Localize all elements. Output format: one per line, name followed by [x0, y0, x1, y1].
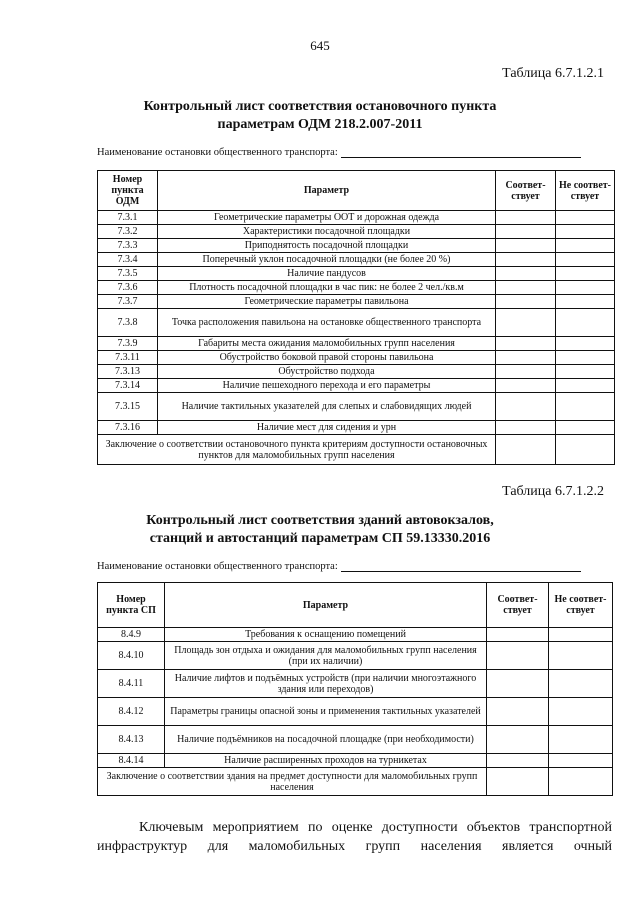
table1-row-match-cell[interactable]	[496, 295, 556, 309]
table1-row-match-cell[interactable]	[496, 239, 556, 253]
table1-stop-name-blank	[341, 146, 581, 158]
table1-row-param: Наличие пандусов	[158, 267, 496, 281]
table2-row-param: Параметры границы опасной зоны и применения тактильных указателей	[165, 698, 487, 726]
table1-row-number: 7.3.11	[98, 351, 158, 365]
table1-row-nomatch-cell[interactable]	[556, 281, 615, 295]
table1-row-param: Точка расположения павильона на остановке общественного транспорта	[158, 309, 496, 337]
table1-row-number: 7.3.3	[98, 239, 158, 253]
table2-row-param: Наличие лифтов и подъёмных устройств (при наличии многоэтажного здания или переходов)	[165, 670, 487, 698]
table1-row-param: Плотность посадочной площадки в час пик: не более 2 чел./кв.м	[158, 281, 496, 295]
table2-row-match-cell[interactable]	[487, 698, 549, 726]
table1-conclusion-nomatch-cell[interactable]	[556, 435, 615, 465]
table1-row-number: 7.3.16	[98, 421, 158, 435]
table2-row-nomatch-cell[interactable]	[549, 628, 613, 642]
table2-conclusion-nomatch-cell[interactable]	[549, 768, 613, 796]
table1-row-match-cell[interactable]	[496, 253, 556, 267]
table2-row-param: Наличие расширенных проходов на турникетах	[165, 754, 487, 768]
table2-row-number: 8.4.10	[98, 642, 165, 670]
table1-row-param: Поперечный уклон посадочной площадки (не более 20 %)	[158, 253, 496, 267]
table1-row	[98, 365, 615, 379]
table2-header-number: Номер пункта СП	[98, 583, 165, 628]
table1-row-match-cell[interactable]	[496, 211, 556, 225]
table1-title-line1: Контрольный лист соответствия остановочного пункта	[143, 99, 497, 114]
table2-row	[98, 726, 613, 754]
table2-stop-name-label: Наименование остановки общественного транспорта:	[97, 561, 338, 572]
table2-row-param: Наличие подъёмников на посадочной площадке (при необходимости)	[165, 726, 487, 754]
paragraph-line1: Ключевым мероприятием по оценке доступности объектов транспортной	[139, 820, 612, 835]
table2-title-line1: Контрольный лист соответствия зданий автовокзалов,	[146, 513, 494, 528]
table1-row-match-cell[interactable]	[496, 421, 556, 435]
table2-header-row	[98, 583, 613, 628]
table1-row	[98, 421, 615, 435]
table1-row	[98, 309, 615, 337]
table2-header-nomatch: Не соответ-ствует	[549, 583, 613, 628]
table1-row-match-cell[interactable]	[496, 309, 556, 337]
table1-row-number: 7.3.13	[98, 365, 158, 379]
table1-row	[98, 225, 615, 239]
table1-row-match-cell[interactable]	[496, 379, 556, 393]
table1-row-match-cell[interactable]	[496, 225, 556, 239]
table1-stop-name-line	[97, 146, 581, 158]
table2-header-match: Соответ-ствует	[487, 583, 549, 628]
table2-row	[98, 642, 613, 670]
table1-row-nomatch-cell[interactable]	[556, 393, 615, 421]
table1-row-match-cell[interactable]	[496, 281, 556, 295]
table1-row-nomatch-cell[interactable]	[556, 211, 615, 225]
table1-row	[98, 253, 615, 267]
table1-conclusion-row	[98, 435, 615, 465]
table1-header-param: Параметр	[158, 171, 496, 211]
table1-row	[98, 295, 615, 309]
table2-row-number: 8.4.11	[98, 670, 165, 698]
table1-row-number: 7.3.6	[98, 281, 158, 295]
table1-row-param: Обустройство боковой правой стороны павильона	[158, 351, 496, 365]
table1-row-match-cell[interactable]	[496, 267, 556, 281]
table2-row-number: 8.4.13	[98, 726, 165, 754]
table2-row	[98, 698, 613, 726]
table1-row-number: 7.3.7	[98, 295, 158, 309]
table2-row-match-cell[interactable]	[487, 726, 549, 754]
table1-row-number: 7.3.4	[98, 253, 158, 267]
table1-row	[98, 393, 615, 421]
table2-row	[98, 754, 613, 768]
body-paragraph	[97, 818, 612, 856]
table2-row-nomatch-cell[interactable]	[549, 754, 613, 768]
table2	[97, 582, 613, 796]
table1-row	[98, 239, 615, 253]
table1-row-param: Наличие тактильных указателей для слепых и слабовидящих людей	[158, 393, 496, 421]
table2-conclusion-match-cell[interactable]	[487, 768, 549, 796]
table2-header-param: Параметр	[165, 583, 487, 628]
table2-row-param: Площадь зон отдыха и ожидания для маломобильных групп населения (при их наличии)	[165, 642, 487, 670]
table2-row-match-cell[interactable]	[487, 628, 549, 642]
table2-caption: Таблица 6.7.1.2.2	[502, 484, 604, 499]
table2-stop-name-blank	[341, 560, 581, 572]
table1-caption: Таблица 6.7.1.2.1	[502, 66, 604, 81]
table2-row	[98, 628, 613, 642]
table2-row-nomatch-cell[interactable]	[549, 698, 613, 726]
table1-conclusion: Заключение о соответствии остановочного пункта критериям доступности остановочных пунктов для маломобильных групп населения	[98, 435, 496, 465]
table1-row-match-cell[interactable]	[496, 365, 556, 379]
table1-row-nomatch-cell[interactable]	[556, 239, 615, 253]
table1-row-number: 7.3.1	[98, 211, 158, 225]
table1-row-param: Характеристики посадочной площадки	[158, 225, 496, 239]
table1-stop-name-label: Наименование остановки общественного транспорта:	[97, 147, 338, 158]
table1-row-number: 7.3.14	[98, 379, 158, 393]
table1-row	[98, 267, 615, 281]
page-number: 645	[310, 38, 330, 53]
table1-row-match-cell[interactable]	[496, 393, 556, 421]
table1-row-number: 7.3.8	[98, 309, 158, 337]
table2-row-number: 8.4.9	[98, 628, 165, 642]
table1-row-number: 7.3.2	[98, 225, 158, 239]
table2-title-line2: станций и автостанций параметрам СП 59.13330.2016	[149, 531, 491, 546]
table2-row-nomatch-cell[interactable]	[549, 642, 613, 670]
table2-row-match-cell[interactable]	[487, 670, 549, 698]
table2-row	[98, 670, 613, 698]
table1-row-nomatch-cell[interactable]	[556, 295, 615, 309]
table2-row-nomatch-cell[interactable]	[549, 670, 613, 698]
paragraph-line2: инфраструктур для маломобильных групп населения является очный	[97, 839, 612, 854]
table1-row-param: Наличие мест для сидения и урн	[158, 421, 496, 435]
table1-row-nomatch-cell[interactable]	[556, 379, 615, 393]
table1-row-match-cell[interactable]	[496, 351, 556, 365]
table1-row-param: Геометрические параметры павильона	[158, 295, 496, 309]
table1-row-nomatch-cell[interactable]	[556, 421, 615, 435]
table1-row	[98, 281, 615, 295]
table1-row-nomatch-cell[interactable]	[556, 253, 615, 267]
table1-row	[98, 379, 615, 393]
table1-row-nomatch-cell[interactable]	[556, 337, 615, 351]
table2-stop-name-line	[97, 560, 581, 572]
table1-row-param: Приподнятость посадочной площадки	[158, 239, 496, 253]
table1-header-nomatch: Не соответ-ствует	[556, 171, 615, 211]
table1-row	[98, 351, 615, 365]
table1-row-param: Габариты места ожидания маломобильных групп населения	[158, 337, 496, 351]
table1-header-match: Соответ-ствует	[496, 171, 556, 211]
table2-row-nomatch-cell[interactable]	[549, 726, 613, 754]
table2-conclusion: Заключение о соответствии здания на предмет доступности для маломобильных групп населения	[98, 768, 487, 796]
table1-title-line2: параметрам ОДМ 218.2.007-2011	[217, 117, 423, 132]
table1-row	[98, 211, 615, 225]
table2-row-match-cell[interactable]	[487, 642, 549, 670]
table1-row-nomatch-cell[interactable]	[556, 225, 615, 239]
table2-conclusion-row	[98, 768, 613, 796]
table1-row-number: 7.3.15	[98, 393, 158, 421]
table2-row-param: Требования к оснащению помещений	[165, 628, 487, 642]
table2-row-number: 8.4.12	[98, 698, 165, 726]
table1-row-number: 7.3.9	[98, 337, 158, 351]
table1-row-number: 7.3.5	[98, 267, 158, 281]
table1	[97, 170, 615, 465]
table1-row-nomatch-cell[interactable]	[556, 365, 615, 379]
table1-row-match-cell[interactable]	[496, 337, 556, 351]
table1-header-row	[98, 171, 615, 211]
table1-row-nomatch-cell[interactable]	[556, 267, 615, 281]
table1-row-param: Обустройство подхода	[158, 365, 496, 379]
table1-header-number: Номер пункта ОДМ	[98, 171, 158, 211]
table1-conclusion-match-cell[interactable]	[496, 435, 556, 465]
table1-row-param: Наличие пешеходного перехода и его параметры	[158, 379, 496, 393]
table2-row-number: 8.4.14	[98, 754, 165, 768]
table1-row	[98, 337, 615, 351]
table2-row-match-cell[interactable]	[487, 754, 549, 768]
table1-row-nomatch-cell[interactable]	[556, 309, 615, 337]
table1-row-param: Геометрические параметры ООТ и дорожная одежда	[158, 211, 496, 225]
table1-row-nomatch-cell[interactable]	[556, 351, 615, 365]
